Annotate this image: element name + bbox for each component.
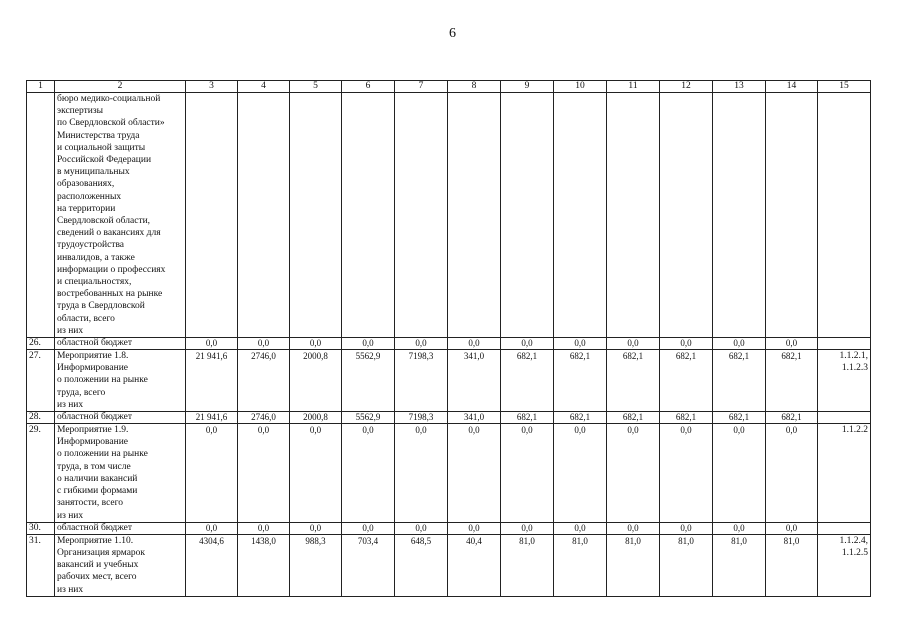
amount-cell: 0,0 <box>607 424 660 523</box>
amount-cell: 0,0 <box>713 338 766 350</box>
amount-cell: 682,1 <box>713 412 766 424</box>
amount-cell: 0,0 <box>554 424 607 523</box>
target-indicator-code: 1.1.2.2 <box>818 424 871 523</box>
amount-cell: 0,0 <box>501 522 554 534</box>
amount-cell: 682,1 <box>607 412 660 424</box>
amount-cell: 0,0 <box>448 522 501 534</box>
amount-cell: 0,0 <box>395 338 448 350</box>
amount-cell: 0,0 <box>342 424 395 523</box>
amount-cell: 341,0 <box>448 412 501 424</box>
row-description: Мероприятие 1.10. Организация ярмарок вакансий и учебных рабочих мест, всего из них <box>55 534 186 596</box>
amount-cell: 0,0 <box>448 338 501 350</box>
amount-cell: 81,0 <box>660 534 713 596</box>
amount-cell: 682,1 <box>766 350 818 412</box>
amount-cell: 0,0 <box>448 424 501 523</box>
column-number-header: 3 <box>186 81 238 93</box>
amount-cell: 0,0 <box>238 424 290 523</box>
amount-cell <box>395 93 448 338</box>
amount-cell <box>501 93 554 338</box>
amount-cell: 682,1 <box>660 412 713 424</box>
row-description: областной бюджет <box>55 522 186 534</box>
amount-cell: 0,0 <box>766 522 818 534</box>
target-indicator-code <box>818 412 871 424</box>
amount-cell: 0,0 <box>713 424 766 523</box>
amount-cell: 0,0 <box>766 338 818 350</box>
column-number-header: 11 <box>607 81 660 93</box>
table-row <box>27 350 871 412</box>
amount-cell: 682,1 <box>501 350 554 412</box>
row-number: 29. <box>27 424 55 523</box>
target-indicator-code: 1.1.2.4, 1.1.2.5 <box>818 534 871 596</box>
column-number-header: 13 <box>713 81 766 93</box>
amount-cell <box>290 93 342 338</box>
amount-cell: 2000,8 <box>290 350 342 412</box>
row-description: Мероприятие 1.8. Информирование о положении на рынке труда, всего из них <box>55 350 186 412</box>
amount-cell: 648,5 <box>395 534 448 596</box>
amount-cell: 0,0 <box>290 522 342 534</box>
amount-cell: 0,0 <box>607 338 660 350</box>
row-number: 28. <box>27 412 55 424</box>
amount-cell: 1438,0 <box>238 534 290 596</box>
amount-cell: 2000,8 <box>290 412 342 424</box>
amount-cell: 0,0 <box>186 338 238 350</box>
amount-cell: 2746,0 <box>238 412 290 424</box>
amount-cell: 7198,3 <box>395 350 448 412</box>
amount-cell: 0,0 <box>660 338 713 350</box>
amount-cell: 682,1 <box>554 412 607 424</box>
table-header-row <box>27 81 871 93</box>
table-row <box>27 338 871 350</box>
amount-cell: 703,4 <box>342 534 395 596</box>
amount-cell: 81,0 <box>501 534 554 596</box>
column-number-header: 9 <box>501 81 554 93</box>
amount-cell: 7198,3 <box>395 412 448 424</box>
row-number <box>27 93 55 338</box>
amount-cell: 0,0 <box>395 522 448 534</box>
amount-cell: 682,1 <box>713 350 766 412</box>
column-number-header: 6 <box>342 81 395 93</box>
amount-cell: 0,0 <box>238 338 290 350</box>
amount-cell: 81,0 <box>766 534 818 596</box>
amount-cell <box>342 93 395 338</box>
amount-cell: 81,0 <box>607 534 660 596</box>
amount-cell: 21 941,6 <box>186 350 238 412</box>
amount-cell: 988,3 <box>290 534 342 596</box>
amount-cell: 0,0 <box>766 424 818 523</box>
amount-cell: 0,0 <box>290 338 342 350</box>
target-indicator-code: 1.1.2.1, 1.1.2.3 <box>818 350 871 412</box>
column-number-header: 1 <box>27 81 55 93</box>
amount-cell <box>607 93 660 338</box>
column-number-header: 2 <box>55 81 186 93</box>
amount-cell <box>238 93 290 338</box>
amount-cell: 682,1 <box>766 412 818 424</box>
row-description: Мероприятие 1.9. Информирование о положении на рынке труда, в том числе о наличии вакансий с гибкими формами занятости, всего из них <box>55 424 186 523</box>
row-number: 30. <box>27 522 55 534</box>
column-number-header: 8 <box>448 81 501 93</box>
amount-cell: 682,1 <box>607 350 660 412</box>
row-number: 31. <box>27 534 55 596</box>
table-row <box>27 534 871 596</box>
row-number: 27. <box>27 350 55 412</box>
column-number-header: 12 <box>660 81 713 93</box>
amount-cell <box>448 93 501 338</box>
column-number-header: 15 <box>818 81 871 93</box>
amount-cell <box>766 93 818 338</box>
amount-cell: 40,4 <box>448 534 501 596</box>
column-number-header: 10 <box>554 81 607 93</box>
column-number-header: 7 <box>395 81 448 93</box>
table-row <box>27 522 871 534</box>
row-number: 26. <box>27 338 55 350</box>
amount-cell: 0,0 <box>238 522 290 534</box>
table-row <box>27 424 871 523</box>
amount-cell: 4304,6 <box>186 534 238 596</box>
row-description: областной бюджет <box>55 412 186 424</box>
page-number: 6 <box>449 26 456 41</box>
amount-cell: 0,0 <box>186 424 238 523</box>
amount-cell: 81,0 <box>554 534 607 596</box>
amount-cell: 0,0 <box>290 424 342 523</box>
amount-cell: 682,1 <box>660 350 713 412</box>
column-number-header: 5 <box>290 81 342 93</box>
amount-cell: 0,0 <box>660 522 713 534</box>
budget-table <box>26 80 871 597</box>
amount-cell: 0,0 <box>186 522 238 534</box>
amount-cell: 0,0 <box>554 338 607 350</box>
target-indicator-code <box>818 338 871 350</box>
table-row <box>27 412 871 424</box>
amount-cell <box>713 93 766 338</box>
amount-cell: 5562,9 <box>342 412 395 424</box>
amount-cell: 0,0 <box>342 522 395 534</box>
column-number-header: 14 <box>766 81 818 93</box>
amount-cell: 81,0 <box>713 534 766 596</box>
amount-cell <box>186 93 238 338</box>
column-number-header: 4 <box>238 81 290 93</box>
amount-cell <box>554 93 607 338</box>
amount-cell: 2746,0 <box>238 350 290 412</box>
row-description: бюро медико-социальной экспертизы по Свердловской области» Министерства труда и социальной защиты Российской Федерации в муниципальных образованиях, расположенных на территории Свердловской области, сведений о вакансиях для трудоустройства инвалидов, а также информации о профессиях и специальностях, востребованных на рынке труда в Свердловской области, всего из них <box>55 93 186 338</box>
amount-cell <box>660 93 713 338</box>
row-description: областной бюджет <box>55 338 186 350</box>
amount-cell: 0,0 <box>713 522 766 534</box>
amount-cell: 341,0 <box>448 350 501 412</box>
target-indicator-code <box>818 93 871 338</box>
target-indicator-code <box>818 522 871 534</box>
table-row <box>27 93 871 338</box>
amount-cell: 0,0 <box>554 522 607 534</box>
amount-cell: 0,0 <box>607 522 660 534</box>
amount-cell: 0,0 <box>660 424 713 523</box>
amount-cell: 5562,9 <box>342 350 395 412</box>
amount-cell: 0,0 <box>501 424 554 523</box>
amount-cell: 682,1 <box>501 412 554 424</box>
amount-cell: 0,0 <box>342 338 395 350</box>
amount-cell: 0,0 <box>501 338 554 350</box>
amount-cell: 682,1 <box>554 350 607 412</box>
amount-cell: 0,0 <box>395 424 448 523</box>
amount-cell: 21 941,6 <box>186 412 238 424</box>
